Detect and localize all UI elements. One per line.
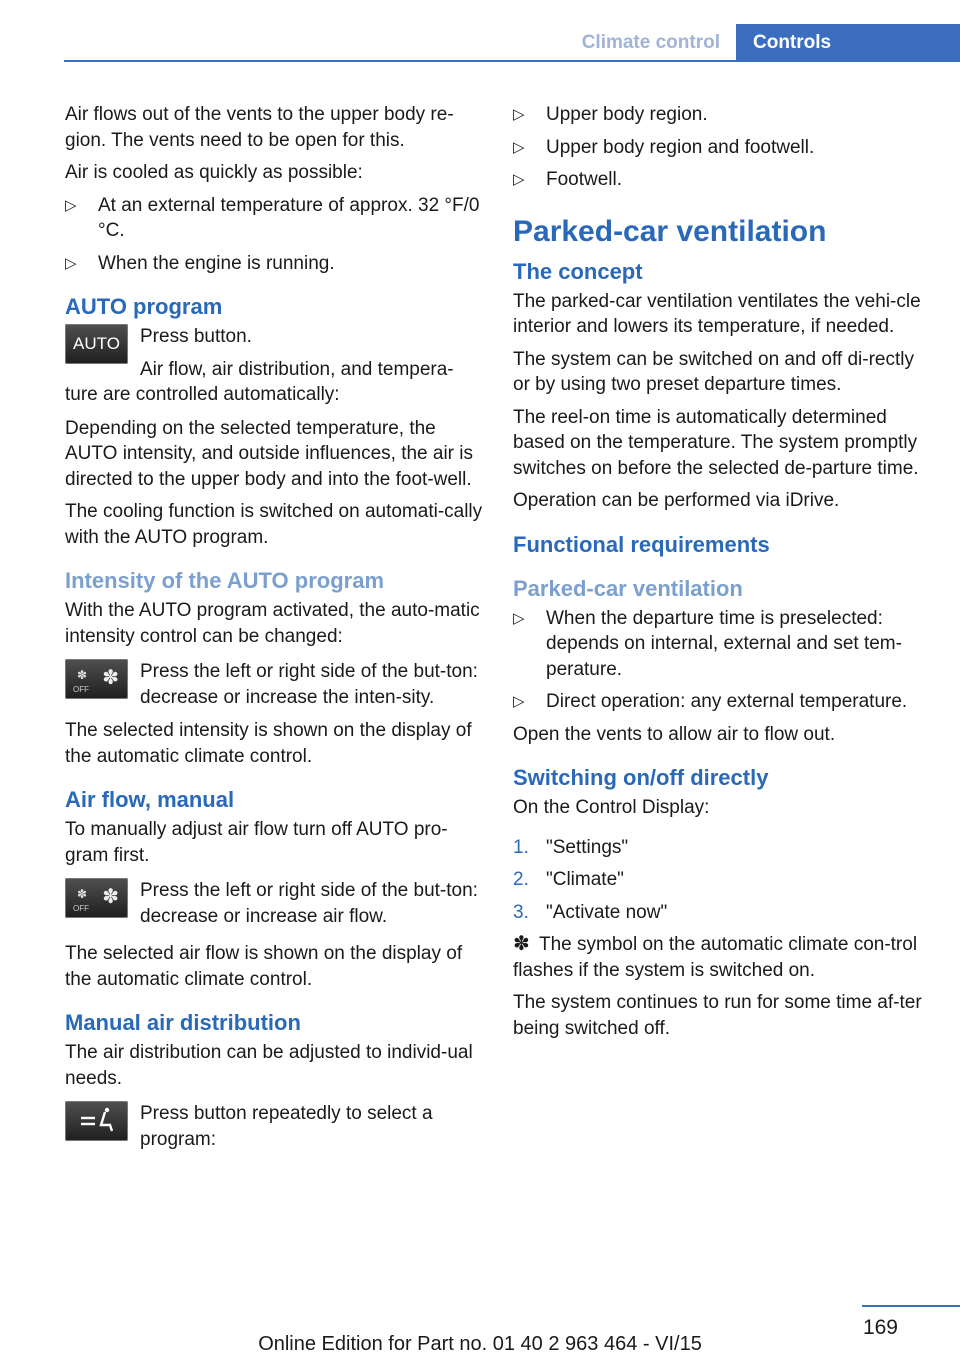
page-number: 169 — [862, 1316, 898, 1339]
list-item: ▷ Upper body region. — [513, 102, 928, 128]
paragraph: The cooling function is switched on automati-cally with the AUTO program. — [65, 501, 483, 548]
paragraph: The parked-car ventilation ventilates the vehi-cle interior and lowers its temperature, if needed. — [513, 290, 921, 337]
list-item: 1. "Settings" — [513, 836, 629, 858]
fan-large-icon: ✽ — [102, 667, 119, 689]
switching-heading: Switching on/off directly — [513, 765, 769, 790]
intensity-heading: Intensity of the AUTO program — [65, 568, 385, 593]
page-header — [0, 0, 960, 64]
steps-list — [513, 835, 928, 926]
paragraph: The selected intensity is shown on the display of the automatic climate control. — [65, 720, 472, 767]
paragraph: The system can be switched on and off di-rectly or by using two preset departure times. — [513, 348, 914, 395]
left-column — [65, 102, 483, 1160]
paragraph: With the AUTO program activated, the auto-matic intensity control can be changed: — [65, 600, 480, 647]
triangle-bullet-icon: ▷ — [513, 609, 525, 627]
fan-intensity-button-icon: ✽ OFF ✽ — [65, 659, 128, 699]
fan-airflow-button-icon: ✽ OFF ✽ — [65, 878, 128, 918]
paragraph: Press button repeatedly to select a program: — [140, 1103, 433, 1150]
seat-airflow-icon — [65, 1101, 128, 1141]
paragraph: Operation can be performed via iDrive. — [513, 490, 840, 511]
fan-small-icon: ✽ — [77, 668, 88, 682]
triangle-bullet-icon: ▷ — [513, 106, 525, 123]
list-item: 2. "Climate" — [513, 869, 624, 890]
paragraph: The air distribution can be adjusted to individ-ual needs. — [65, 1042, 473, 1089]
cooling-conditions-list — [65, 193, 483, 277]
symbol-paragraph: ✽ The symbol on the automatic climate con-trol flashes if the system is switched on. — [513, 933, 918, 981]
fan-large-icon: ✽ — [102, 886, 119, 908]
ventilation-subheading: Parked-car ventilation — [513, 575, 743, 601]
triangle-bullet-icon: ▷ — [65, 196, 77, 214]
list-item: ▷ When the departure time is preselected: depends on internal, external and set tem-perature. — [513, 607, 902, 680]
paragraph: Open the vents to allow air to flow out. — [513, 723, 836, 745]
page-footer — [0, 1300, 960, 1362]
fan-small-icon: ✽ — [77, 887, 88, 901]
air-flow-button-instruction — [65, 878, 483, 929]
paragraph: Press button. — [140, 326, 252, 347]
list-item: 3. "Activate now" — [513, 901, 668, 923]
paragraph: The selected air flow is shown on the display of the automatic climate control. — [65, 943, 463, 990]
paragraph: The system continues to run for some time af-ter being switched off. — [513, 992, 922, 1039]
paragraph: Air flows out of the vents to the upper body re-gion. The vents need to be open for this. — [65, 104, 454, 151]
auto-button-instruction — [65, 324, 483, 408]
header-section-title: Climate control — [581, 32, 720, 53]
list-item: ▷ Footwell. — [513, 167, 928, 193]
intensity-button-instruction — [65, 659, 483, 710]
paragraph: Air flow, air distribution, and tempera-ture are controlled automatically: — [65, 358, 454, 405]
auto-button-icon: AUTO — [65, 324, 128, 364]
list-item: ▷ When the engine is running. — [65, 251, 483, 277]
paragraph: Depending on the selected temperature, the AUTO intensity, and outside influences, the air is directed to the upper body and into the foot-well. — [65, 417, 474, 490]
triangle-bullet-icon: ▷ — [65, 254, 77, 272]
air-distribution-button-instruction — [65, 1101, 483, 1152]
header-chapter-tab: Controls — [736, 24, 960, 62]
header-rule — [64, 60, 960, 62]
paragraph: Press the left or right side of the but-ton: decrease or increase air flow. — [140, 880, 478, 927]
right-column — [513, 102, 928, 1048]
footer-rule — [862, 1305, 960, 1307]
triangle-bullet-icon: ▷ — [513, 693, 525, 710]
edition-text: Online Edition for Part no. 01 40 2 963 464 - VI/15 — [258, 1333, 702, 1355]
paragraph: The reel-on time is automatically determined based on the temperature. The system promptly switches on before the selected de-parture time. — [513, 406, 919, 479]
triangle-bullet-icon: ▷ — [513, 138, 525, 156]
functional-requirements-heading: Functional requirements — [513, 531, 770, 557]
list-item: ▷ Upper body region and footwell. — [513, 135, 928, 161]
triangle-bullet-icon: ▷ — [513, 171, 525, 188]
paragraph: Air is cooled as quickly as possible: — [65, 162, 363, 183]
paragraph: To manually adjust air flow turn off AUTO pro-gram first. — [65, 819, 448, 866]
air-flow-manual-heading: Air flow, manual — [65, 787, 235, 812]
fan-icon: ✽ — [513, 933, 530, 955]
air-distribution-button-icon — [65, 1101, 128, 1141]
requirements-list — [513, 606, 928, 715]
concept-heading: The concept — [513, 258, 643, 284]
list-item: ▷ At an external temperature of approx. 32 °F/0 °C. — [65, 194, 480, 241]
list-item: ▷ Direct operation: any external temperature. — [513, 689, 928, 715]
paragraph: On the Control Display: — [513, 797, 710, 818]
manual-air-distribution-heading: Manual air distribution — [65, 1010, 301, 1035]
auto-program-heading: AUTO program — [65, 294, 223, 319]
parked-car-ventilation-heading: Parked-car ventilation — [513, 214, 827, 248]
program-list — [513, 102, 928, 193]
paragraph: Press the left or right side of the but-ton: decrease or increase the inten-sity. — [140, 661, 478, 708]
